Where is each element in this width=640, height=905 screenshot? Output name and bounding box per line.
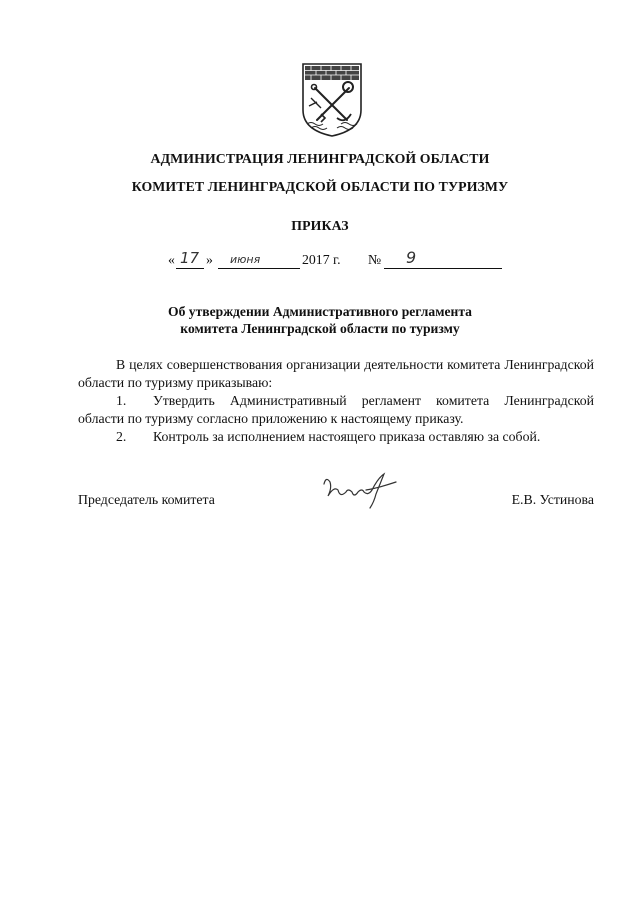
number-sign: № [368, 252, 382, 267]
subject-line-2: комитета Ленинградской области по туризму [180, 321, 460, 336]
date-day: 17 [180, 249, 200, 267]
document-type: ПРИКАЗ [291, 218, 349, 233]
close-quote: » [206, 252, 213, 267]
list-item [78, 428, 594, 446]
number-underline [384, 268, 502, 269]
signature-row [78, 492, 594, 512]
open-quote: « [168, 252, 175, 267]
document-number: 9 [406, 248, 417, 267]
day-underline [176, 268, 204, 269]
coat-of-arms-icon [301, 62, 363, 138]
list-item [78, 392, 594, 428]
date-month: июня [230, 253, 261, 266]
committee-name: КОМИТЕТ ЛЕНИНГРАДСКОЙ ОБЛАСТИ ПО ТУРИЗМУ [131, 179, 509, 194]
item-number: 2. [116, 429, 127, 444]
preamble: В целях совершенствования организации деятельности комитета Ленинградской области по туризму приказываю: [78, 357, 594, 390]
item-text: Утвердить Административный регламент комитета Ленинградской области по туризму согласно приложению к настоящему приказу. [78, 393, 594, 426]
month-underline [218, 268, 300, 269]
subject-line-1: Об утверждении Административного регламента [168, 304, 472, 319]
item-text: Контроль за исполнением настоящего приказа оставляю за собой. [153, 429, 541, 444]
document-body [78, 356, 594, 446]
signer-name: Е.В. Устинова [511, 492, 594, 507]
organization-name: АДМИНИСТРАЦИЯ ЛЕНИНГРАДСКОЙ ОБЛАСТИ [150, 151, 490, 166]
item-number: 1. [116, 393, 127, 408]
date-year: 2017 г. [302, 252, 341, 267]
signer-position: Председатель комитета [78, 492, 215, 507]
